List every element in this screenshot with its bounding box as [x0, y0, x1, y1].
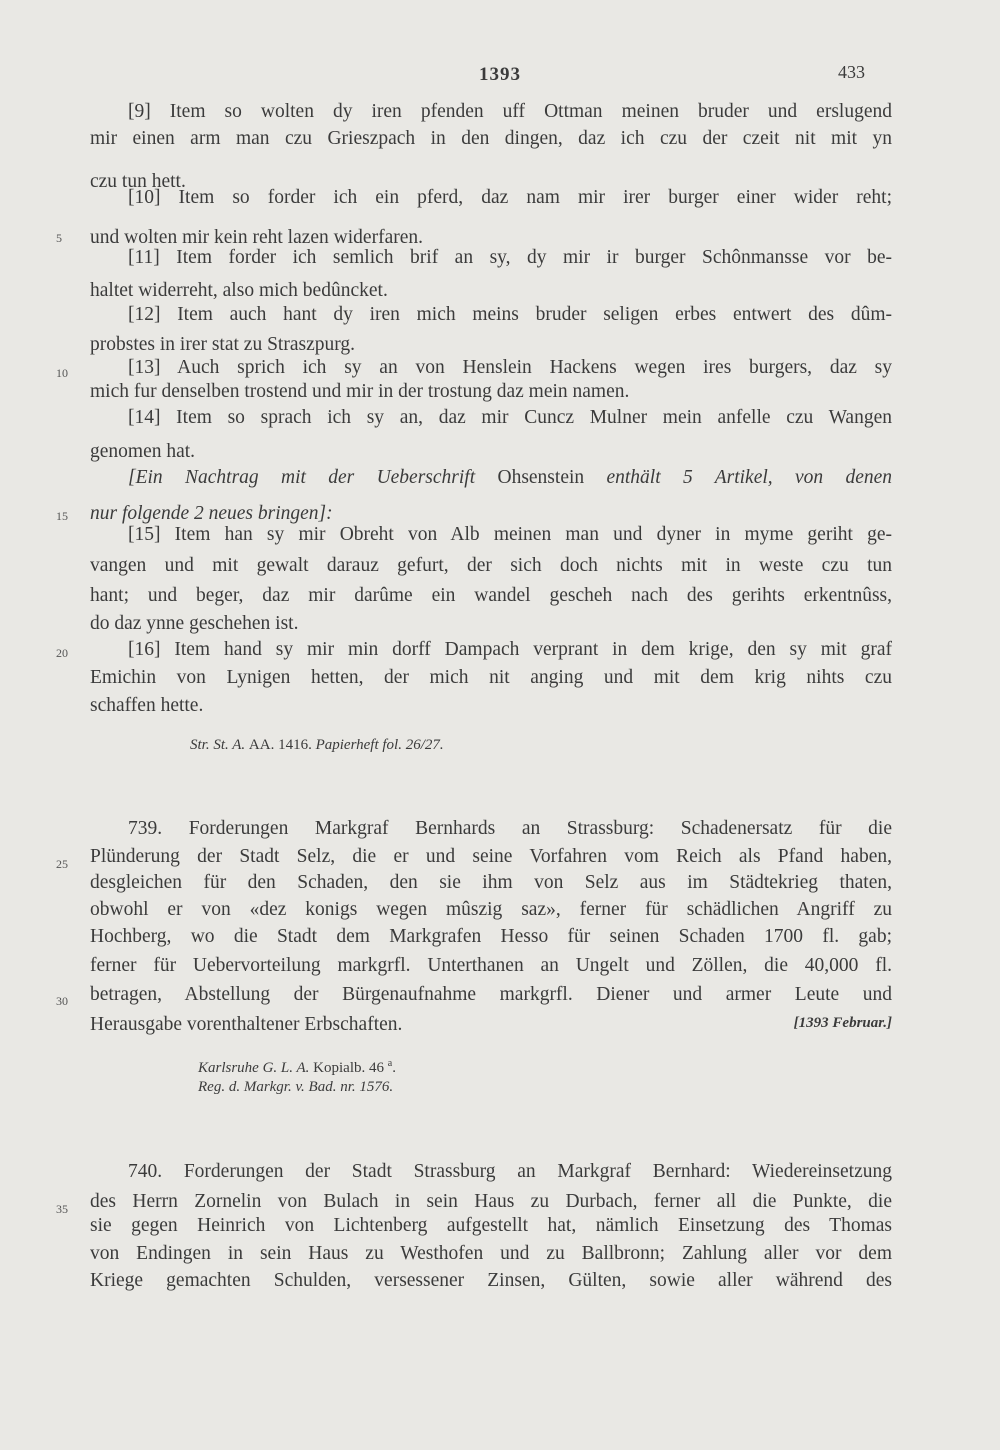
text-line: [15] Item han sy mir Obreht von Alb meinen man und dyner in myme geriht ge-	[128, 524, 892, 545]
line-number: 20	[56, 646, 68, 660]
text-line: ferner für Uebervorteilung markgrfl. Unterthanen an Ungelt und Zöllen, die 40,000 fl.	[90, 955, 892, 976]
text-line: Plünderung der Stadt Selz, die er und seine Vorfahren vom Reich als Pfand haben,	[90, 846, 892, 867]
text-line: [9] Item so wolten dy iren pfenden uff Ottman meinen bruder und erslugend	[128, 101, 892, 122]
text-line: desgleichen für den Schaden, den sie ihm von Selz aus im Städtekrieg thaten,	[90, 872, 892, 893]
text-line: vangen und mit gewalt darauz gefurt, der sich doch nichts mit in weste czu tun	[90, 555, 892, 576]
text-line: Kriege gemachten Schulden, versessener Zinsen, Gülten, sowie aller während des	[90, 1270, 892, 1291]
editorial-note-text: enthält 5 Artikel, von denen	[606, 467, 893, 488]
page-header-year: 1393	[479, 64, 521, 85]
text-line: obwohl er von «dez konigs wegen mûszig saz», ferner für schädlichen Angriff zu	[90, 899, 892, 920]
text-line: haltet widerreht, also mich bedûncket.	[90, 280, 388, 301]
entry-739-line: 739. Forderungen Markgraf Bernhards an Strassburg: Schadenersatz für die	[128, 818, 892, 839]
text-line: von Endingen in sein Haus zu Westhofen und zu Ballbronn; Zahlung aller vor dem	[90, 1243, 892, 1264]
text-line: [10] Item so forder ich ein pferd, daz nam mir irer burger einer wider reht;	[128, 187, 892, 208]
line-number: 25	[56, 857, 68, 871]
text-line: do daz ynne geschehen ist.	[90, 613, 299, 634]
editorial-note-name: Ohsenstein	[497, 467, 585, 488]
text-line: Hochberg, wo die Stadt dem Markgrafen Hesso für seinen Schaden 1700 fl. gab;	[90, 926, 892, 947]
editorial-note-line: nur folgende 2 neues bringen]:	[90, 503, 333, 524]
text-line: [13] Auch sprich ich sy an von Henslein Hackens wegen ires burgers, daz sy	[128, 357, 892, 378]
line-number: 15	[56, 509, 68, 523]
source-citation: Str. St. A. AA. 1416. Papierheft fol. 26/27.	[190, 737, 444, 753]
text-line: hant; und beger, daz mir darûme ein wandel gescheh nach des gerihts erkentnûss,	[90, 585, 892, 606]
text-line: schaffen hette.	[90, 695, 204, 716]
text-line: Emichin von Lynigen hetten, der mich nit anging und mit dem krig nihts czu	[90, 667, 892, 688]
text-line: [12] Item auch hant dy iren mich meins bruder seligen erbes entwert des dûm-	[128, 304, 892, 325]
line-number: 30	[56, 994, 68, 1008]
text-line: sie gegen Heinrich von Lichtenberg aufgestellt hat, nämlich Einsetzung des Thomas	[90, 1215, 892, 1236]
text-line: [11] Item forder ich semlich brif an sy, dy mir ir burger Schônmansse vor be-	[128, 247, 892, 268]
text-line: genomen hat.	[90, 441, 196, 462]
text-line: mich fur denselben trostend und mir in der trostung daz mein namen.	[90, 381, 630, 402]
line-number: 10	[56, 366, 68, 380]
source-citation: Reg. d. Markgr. v. Bad. nr. 1576.	[198, 1079, 394, 1095]
text-line: des Herrn Zornelin von Bulach in sein Haus zu Durbach, ferner all die Punkte, die	[90, 1191, 892, 1212]
date-tag: [1393 Februar.]	[793, 1015, 892, 1031]
text-line: [14] Item so sprach ich sy an, daz mir Cuncz Mulner mein anfelle czu Wangen	[128, 407, 892, 428]
text-line: mir einen arm man czu Grieszpach in den dingen, daz ich czu der czeit nit mit yn	[90, 128, 892, 149]
text-line: czu tun hett.	[90, 171, 186, 192]
line-number: 5	[56, 231, 62, 245]
editorial-note-line	[128, 466, 892, 490]
text-line: betragen, Abstellung der Bürgenaufnahme markgrfl. Diener und armer Leute und	[90, 984, 892, 1005]
editorial-note-text: [Ein Nachtrag mit der Ueberschrift	[128, 467, 476, 488]
page-number: 433	[838, 62, 865, 82]
line-number: 35	[56, 1202, 68, 1216]
text-line: [16] Item hand sy mir min dorff Dampach verprant in dem krige, den sy mit graf	[128, 639, 892, 660]
text-line: probstes in irer stat zu Straszpurg.	[90, 334, 356, 355]
source-citation: Karlsruhe G. L. A. Kopialb. 46 $^a$.	[198, 1058, 396, 1076]
entry-740-line: 740. Forderungen der Stadt Strassburg an Markgraf Bernhard: Wiedereinsetzung	[128, 1161, 892, 1182]
text-line: Herausgabe vorenthaltener Erbschaften.	[90, 1014, 403, 1035]
text-line: und wolten mir kein reht lazen widerfaren.	[90, 227, 423, 248]
